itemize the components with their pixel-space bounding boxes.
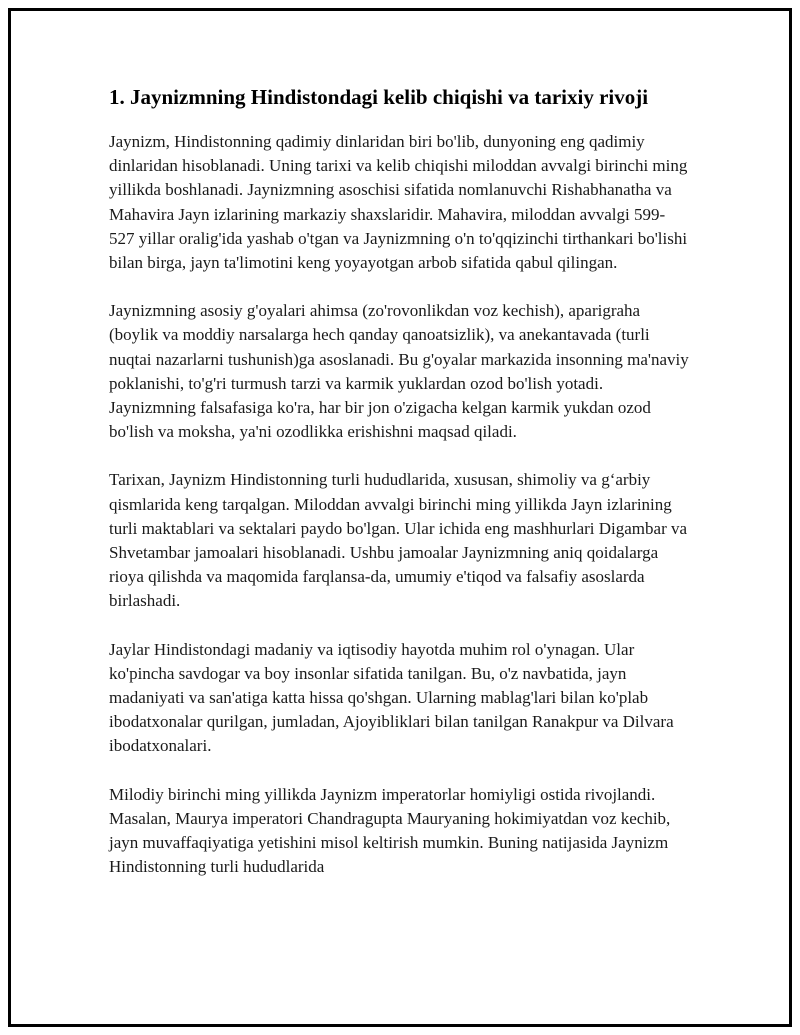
paragraph-1: Jaynizm, Hindistonning qadimiy dinlaridan biri bo'lib, dunyoning eng qadimiy dinlaridan hisoblanadi. Uning tarixi va kelib chiqishi miloddan avvalgi birinchi ming yillikda boshlanadi. Jaynizmning asoschisi sifatida nomlanuvchi Rishabhanatha va Mahavira Jayn izlarining markaziy shaxslaridir. Mahavira, miloddan avvalgi 599-527 yillar oralig'ida yashab o'tgan va Jaynizmning o'n to'qqizinchi tirthankari bo'lishi bilan birga, jayn ta'limotini keng yoyayotgan arbob sifatida qabul qilingan. xyxy=(109,132,688,273)
section-heading: 1. Jaynizmning Hindistondagi kelib chiqishi va tarixiy rivoji xyxy=(109,85,649,109)
paragraph-2: Jaynizmning asosiy g'oyalari ahimsa (zo'rovonlikdan voz kechish), aparigraha (boylik va moddiy narsalarga hech qanday qanoatsizlik), va anekantavada (turli nuqtai nazarlarni tushunish)ga asoslanadi. Bu g'oyalar markazida insonning ma'naviy poklanishi, to'g'ri turmush tarzi va karmik yuklardan ozod bo'lish yotadi. Jaynizmning falsafasiga ko'ra, har bir jon o'zigacha kelgan karmik yukdan ozod bo'lish va moksha, ya'ni ozodlikka erishishni maqsad qiladi. xyxy=(109,301,689,442)
paragraph-3: Tarixan, Jaynizm Hindistonning turli hududlarida, xususan, shimoliy va g‘arbiy qismlarida keng tarqalgan. Miloddan avvalgi birinchi ming yillikda Jayn izlarining turli maktablari va sektalari paydo bo'lgan. Ular ichida eng mashhurlari Digambar va Shvetambar jamoalari hisoblanadi. Ushbu jamoalar Jaynizmning aniq qoidalarga rioya qilishda va maqomida farqlansa-da, umumiy e'tiqod va falsafiy asoslarda birlashadi. xyxy=(109,470,688,611)
paragraph-5: Milodiy birinchi ming yillikda Jaynizm imperatorlar homiyligi ostida rivojlandi. Masalan, Maurya imperatori Chandragupta Mauryaning hokimiyatdan voz kechib, jayn muvaffaqiyatiga yetishini misol keltirish mumkin. Buning natijasida Jaynizm Hindistonning turli hududlarida xyxy=(109,784,671,877)
document-body xyxy=(109,82,689,903)
paragraph-4: Jaylar Hindistondagi madaniy va iqtisodiy hayotda muhim rol o'ynagan. Ular ko'pincha savdogar va boy insonlar sifatida tanilgan. Bu, o'z navbatida, jayn madaniyati va san'atiga katta hissa qo'shgan. Ularning mablag'lari bilan ko'plab ibodatxonalar qurilgan, jumladan, Ajoyibliklari bilan tanilgan Ranakpur va Dilvara ibodatxonalari. xyxy=(109,639,674,756)
